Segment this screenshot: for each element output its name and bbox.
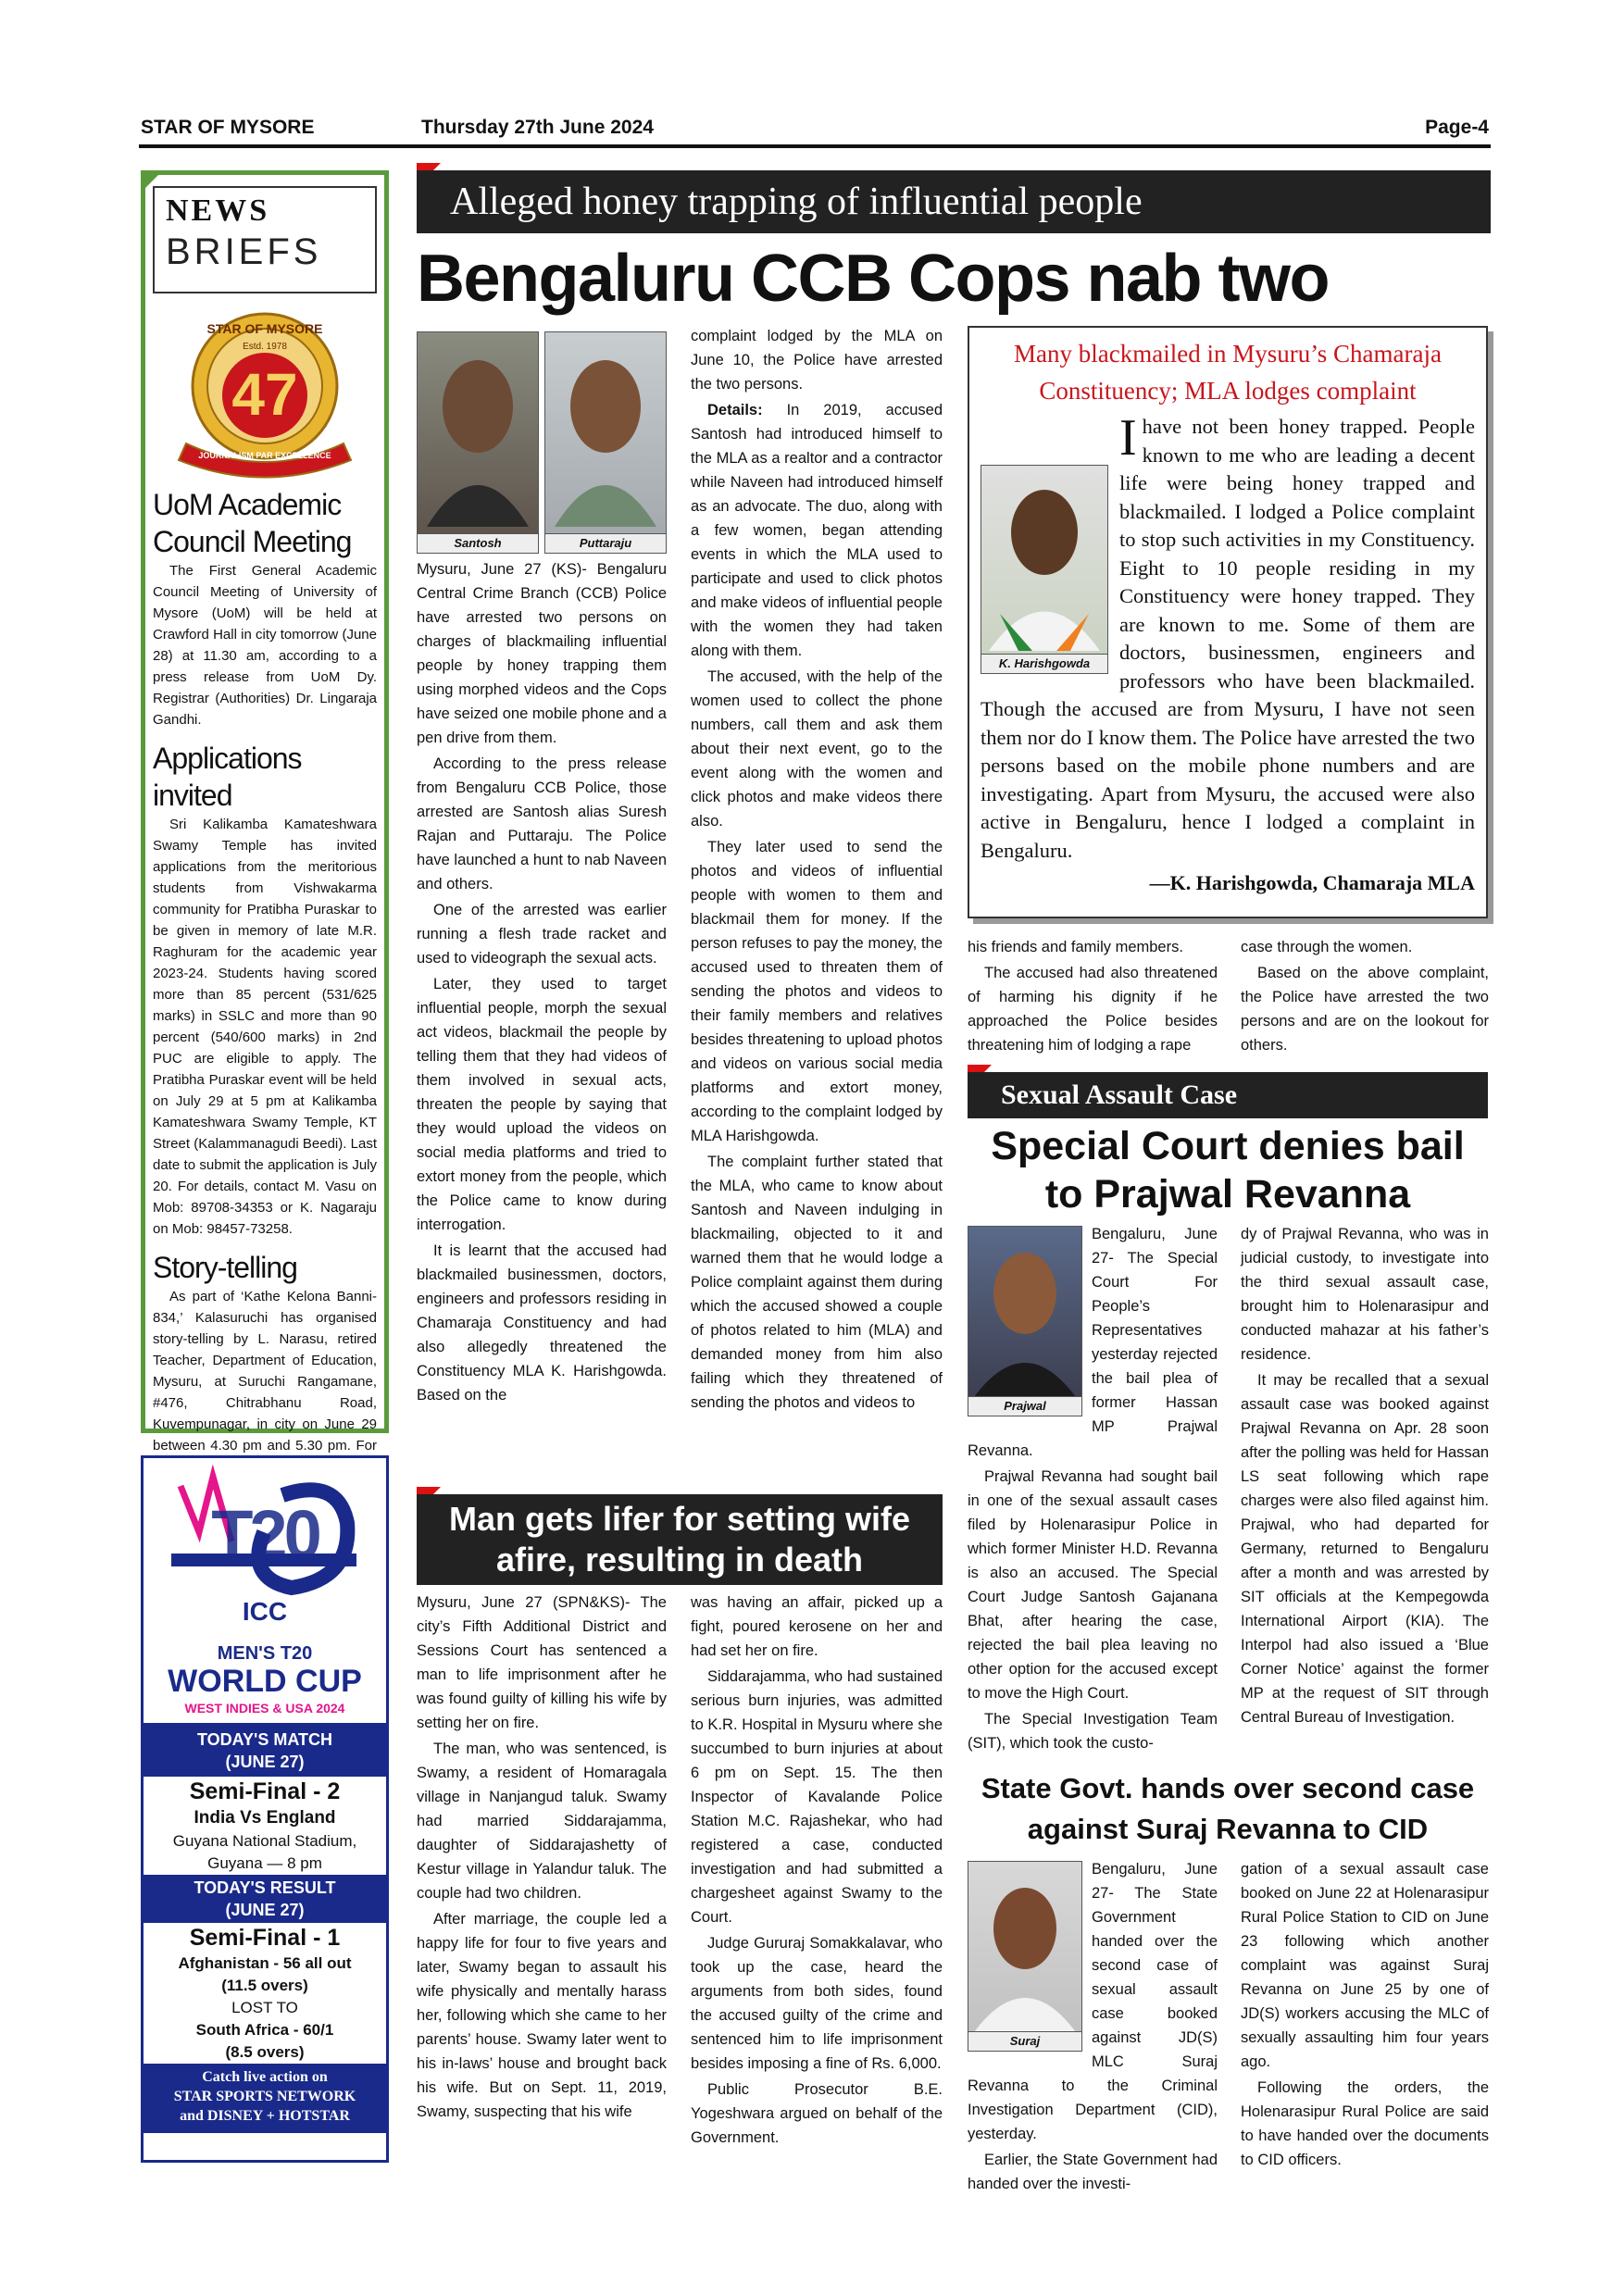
match-title: Semi-Final - 2 [189, 1778, 341, 1804]
match-teams: India Vs England [194, 1808, 336, 1828]
dateline: Bengaluru, June 27- The State Government handed over the second case of sexual assault case booked against JD(S) MLC Suraj Revanna to the Criminal Investigation Department (CID), yesterday. [968, 1861, 1218, 2142]
today-match-header [144, 1725, 386, 1777]
result-overs2: (8.5 overs) [225, 2043, 305, 2061]
paragraph: Siddarajamma, who had sustained serious burn injuries, was admitted to K.R. Hospital in Mysuru where she succumbed to burn injuries at about 6 pm on Sept. 15. The then Inspector of Kavalande Police Station M.C. Rajashekar, who had registered a case, conducted investigation and had submitted a chargesheet against Swamy to the Court. [691, 1668, 943, 1926]
brief-heading: UoM Academic Council Meeting [153, 488, 352, 558]
quote-text: have not been honey trapped. People known to me who are leading a decent life were being honey trapped and blackmailed. I lodged a Police complaint to stop such activities in my Constituency. Eight to 10 people residing in my Constituency were honey trapped. They are known to me. Some of them are doctors, businessmen, engineers and professors who have been blackmailed. Though the accused are from Mysuru, I have not seen them nor do I know them. The Police have arrested the two persons based on the mobile phone numbers and are investigating. Apart from Mysuru, the accused were also active in Bengaluru, hence I lodged a complaint in Bengaluru. [981, 415, 1475, 862]
photo-caption: Puttaraju [545, 533, 666, 553]
logo-ring-text: STAR OF MYSORE [206, 321, 323, 336]
mla-quote-box [968, 326, 1488, 918]
logo-number: 47 [231, 361, 298, 428]
result-team2: South Africa - 60/1 [195, 2021, 334, 2039]
paragraph: The complaint further stated that the MLA, who came to know about Santosh and Naveen indulging in blackmailing, objected to it and warned them that he would lodge a Police complaint against them during which the accused showed a couple of photos related to him (MLA) and demanded money from him also failing which they threatened of sending the photos and videos to [691, 1154, 943, 1411]
logo-ribbon: JOURNALISM PAR EXCELLENCE [198, 451, 331, 460]
masthead [139, 115, 1491, 148]
broadcast-line1: Catch live action on [202, 2069, 328, 2085]
brief-body: The First General Academic Council Meeting of University of Mysore (UoM) will be held at Crawford Hall in city tomorrow (June 28) at 11.30 am, according to a press release from UoM Dy. Registrar (Authorities) Dr. Lingaraja Gandhi. [153, 563, 377, 728]
brief-heading: Applications invited [153, 742, 302, 812]
logo-estd: Estd. 1978 [243, 342, 287, 352]
paragraph: The accused had also threatened of harming his dignity if he approached the Police besides threatening him of lodging a rape [968, 965, 1218, 1054]
star-of-mysore-47-logo [168, 305, 362, 480]
prajwal-col1 [968, 1222, 1218, 1757]
brief-item [153, 740, 377, 1240]
suraj-col1 [968, 1857, 1218, 2198]
paragraph: Mysuru, June 27 (SPN&KS)- The city’s Fifth Additional District and Sessions Court has sentenced a man to life imprisonment after he was found guilty of killing his wife by setting her on fire. [417, 1594, 667, 1731]
photo-caption: K. Harishgowda [981, 654, 1107, 673]
paragraph: was having an affair, picked up a fight, poured kerosene on her and had set her on fire. [691, 1594, 943, 1659]
news-briefs [141, 170, 389, 1454]
suraj-headline [968, 1768, 1488, 1850]
paragraph: Judge Gururaj Somakkalavar, who took up the case, heard the arguments from both sides, found the accused guilty of the crime and sentenced him to life imprisonment besides imposing a fine of Rs. 6,000. [691, 1935, 943, 2072]
paragraph: The accused, with the help of the women used to collect the phone numbers, call them and ask them about their next event, go to the event along with the women and click photos and make videos there also. [691, 668, 943, 830]
result-team1: Afghanistan - 56 all out [178, 1954, 352, 1972]
paragraph: Mysuru, June 27 (KS)- Bengaluru Central Crime Branch (CCB) Police have arrested two persons on charges of blackmailing influential people by honey trapping them using morphed videos and the Cops have seized one mobile phone and a pen drive from them. [417, 561, 667, 746]
paragraph: It is learnt that the accused had blackmailed businessmen, doctors, engineers and professors residing in Chamaraja Constituency and had also allegedly threatened the Constituency MLA K. Harishgowda. Based on the [417, 1242, 667, 1404]
page-number: Page-4 [1425, 117, 1489, 138]
paragraph: Later, they used to target influential people, morph the sexual act videos, blackmail the people by telling them that they had videos of them involved in sexual acts, threaten the people by saying that they would upload the videos on social media platforms and tried to extort money from the people, which the Police came to know during interrogation. [417, 976, 667, 1233]
paragraph: After marriage, the couple led a happy life for four to five years and later, Swamy began to assault his wife physically and mentally harass her, following which she came to her parents’ house. Swamy later went to his in-laws’ house and brought back his wife. But on Sept. 11, 2019, Swamy, suspecting that his wife [417, 1911, 667, 2120]
headline-line2: against Suraj Revanna to CID [1027, 1813, 1429, 1845]
ccb-kicker: Alleged honey trapping of influential people [417, 170, 1491, 233]
photo-prajwal [968, 1226, 1082, 1416]
prajwal-col2 [1241, 1222, 1489, 1731]
today-match-label: TODAY'S MATCH [197, 1730, 332, 1749]
ccb-col1 [417, 557, 667, 1409]
result-date: (JUNE 27) [225, 1901, 305, 1919]
paragraph: complaint lodged by the MLA on June 10, the Police have arrested the two persons. [691, 328, 943, 393]
paragraph: case through the women. [1241, 939, 1413, 955]
photo-santosh [417, 331, 539, 554]
lifer-col2 [691, 1591, 943, 2152]
dateline: Bengaluru, June 27- The Special Court For People’s Representatives yesterday rejected the bail plea of former Hassan MP Prajwal Revanna. [968, 1226, 1218, 1459]
ccb-col2 [691, 324, 943, 1416]
prajwal-kicker: Sexual Assault Case [968, 1072, 1488, 1118]
paragraph: Earlier, the State Government had handed over the investi- [968, 2152, 1218, 2192]
result-title: Semi-Final - 1 [189, 1925, 341, 1951]
paragraph [691, 398, 943, 663]
briefs-title-briefs: BRIEFS [166, 231, 322, 272]
t20-text: T20 [211, 1496, 319, 1573]
result-header [144, 1875, 386, 1923]
match-venue: Guyana National Stadium, [172, 1832, 357, 1850]
paragraph: According to the press release from Bengaluru CCB Police, those arrested are Santosh alias Suresh Rajan and Puttaraju. The Police have launched a hunt to nab Naveen and others. [417, 755, 667, 892]
paragraph: gation of a sexual assault case booked on June 22 at Holenarasipur Rural Police Station to CID on June 23 following which another complaint was against Suraj Revanna on June 25 by one of JD(S) workers accusing the MLC of sexually assaulting him four years ago. [1241, 1861, 1489, 2070]
world-cup-title: WORLD CUP [168, 1664, 362, 1699]
photo-caption: Suraj [968, 2031, 1081, 2051]
broadcast-line2: STAR SPORTS NETWORK [173, 2089, 356, 2104]
ccb-headline: Bengaluru CCB Cops nab two [417, 242, 1329, 316]
briefs-title [153, 186, 377, 293]
ccb-col4 [1241, 935, 1489, 1059]
paragraph: The Special Investigation Team (SIT), which took the custo- [968, 1711, 1218, 1752]
brief-item [153, 486, 377, 730]
paragraph: Following the orders, the Holenarasipur Rural Police are said to have handed over the documents to CID officers. [1241, 2079, 1489, 2168]
paragraph: One of the arrested was earlier running a flesh trade racket and used to videograph the sexual acts. [417, 902, 667, 967]
paragraph: It may be recalled that a sexual assault case was booked against Prajwal Revanna on Apr. 28 soon after the polling was held for Hassan LS seat following which rape charges were also filed against him. Prajwal, who had departed for Germany, returned to Bengaluru after a month and was arrested by SIT officials at the Kempegowda International Airport (KIA). The Interpol had also issued a ‘Blue Corner Notice’ against the former MP at the request of SIT through Central Bureau of Investigation. [1241, 1372, 1489, 1726]
drop-cap: I [1119, 409, 1137, 467]
paragraph: Based on the above complaint, the Police have arrested the two persons and are on the lookout for others. [1241, 965, 1489, 1054]
photo-caption: Santosh [418, 533, 538, 553]
headline-line1: State Govt. hands over second case [981, 1772, 1475, 1804]
result-label: TODAY'S RESULT [194, 1878, 336, 1897]
details-text: In 2019, accused Santosh had introduced himself to the MLA as a realtor and a contractor while Naveen had introduced himself as an advocate. The duo, along with a few women, began attending events in which the MLA used to participate and used to click photos and make videos of influential people with the women they had taken along with them. [691, 402, 943, 659]
lifer-col1 [417, 1591, 667, 2126]
brief-heading: Story-telling [153, 1251, 297, 1284]
photo-puttaraju [544, 331, 667, 554]
photo-harishgowda [981, 465, 1108, 674]
hosts: WEST INDIES & USA 2024 [144, 1699, 386, 1725]
brief-body: Sri Kalikamba Kamateshwara Swamy Temple has invited applications from the meritorious students from Vishwakarma community for Pratibha Puraskar to be given in memory of late M.R. Raghuram for the academic year 2023-24. Students having scored more than 85 percent (531/625 marks) in SSLC and more than 90 percent (540/600 marks) in 2nd PUC are eligible to apply. The Pratibha Puraskar event will be held on July 29 at 5 pm at Kalikamba Kamateshwara Swamy Temple, KT Street (Kalammanagudi Beedi). Last date to submit the application is July 20. For details, contact M. Vasu on Mob: 89708-34353 or K. Nagaraju on Mob: 98457-73258. [153, 817, 377, 1237]
headline-line2: to Prajwal Revanna [1044, 1172, 1411, 1217]
match-time: Guyana — 8 pm [207, 1854, 322, 1872]
prajwal-headline [968, 1122, 1488, 1218]
headline-line1: Special Court denies bail [991, 1124, 1465, 1168]
brief-body: As part of ‘Kathe Kelona Banni-834,’ Kalasuruchi has organised story-telling by L. Narasu, retired Teacher, Department of Education, Mysuru, at Suruchi Rangamane, #476, Chitrabhanu Road, Kuvempunagar, in city on June 29 between 4.30 pm and 5.30 pm. For [153, 1289, 377, 1454]
t20-logo [144, 1458, 386, 1643]
paragraph: his friends and family members. [968, 939, 1183, 955]
broadcast-footer [144, 2064, 386, 2133]
result-overs1: (11.5 overs) [221, 1977, 308, 1994]
lifer-headline: Man gets lifer for setting wife afire, resulting in death [417, 1494, 943, 1585]
box-signature: —K. Harishgowda, Chamaraja MLA [1149, 871, 1475, 894]
paragraph: The man, who was sentenced, is Swamy, a resident of Homaragala village in Nanjangud taluk. Swamy had married Siddarajamma, daughter of Siddarajashetty of Kestur village in Yalandur taluk. The couple had two children. [417, 1741, 667, 1902]
broadcast-line3: and DISNEY + HOTSTAR [180, 2108, 350, 2124]
box-title: Many blackmailed in Mysuru’s Chamaraja Constituency; MLA lodges complaint [1014, 340, 1442, 405]
paragraph: Prajwal Revanna had sought bail in one of the sexual assault cases filed by Holenarasipur Police in which former Minister H.D. Revanna is also an accused. The Special Court Judge Santosh Gajanana Bhat, after hearing the case, rejected the bail plea leaving no other option for the accused except to move the High Court. [968, 1468, 1218, 1702]
paragraph: They later used to send the photos and videos of influential people with women to them and blackmail them for money. If the person refuses to pay the money, the accused used to threaten them of sending the photos and videos to their family members and relatives besides threatening to upload photos and videos on various social media platforms and extort money, according to the complaint lodged by MLA Harishgowda. [691, 839, 943, 1144]
mens-t20: MEN'S T20 [217, 1643, 313, 1664]
icc-text: ICC [242, 1597, 288, 1626]
paragraph: Public Prosecutor B.E. Yogeshwara argued on behalf of the Government. [691, 2081, 943, 2146]
photo-suraj [968, 1861, 1082, 2052]
ccb-col3 [968, 935, 1218, 1059]
issue-date: Thursday 27th June 2024 [421, 117, 654, 138]
paper-name: STAR OF MYSORE [141, 117, 315, 138]
corner-flag-icon [141, 170, 163, 193]
briefs-title-news: NEWS [166, 193, 270, 228]
details-label: Details: [707, 402, 763, 418]
world-cup-box [141, 1455, 389, 2163]
paragraph: dy of Prajwal Revanna, who was in judicial custody, to investigate into the third sexual assault case, brought him to Holenarasipur and conducted mahazar at his father’s residence. [1241, 1226, 1489, 1363]
suraj-col2 [1241, 1857, 1489, 2174]
result-lost-to: LOST TO [231, 1999, 298, 2016]
today-match-date: (JUNE 27) [225, 1753, 305, 1771]
photo-caption: Prajwal [968, 1396, 1081, 1416]
